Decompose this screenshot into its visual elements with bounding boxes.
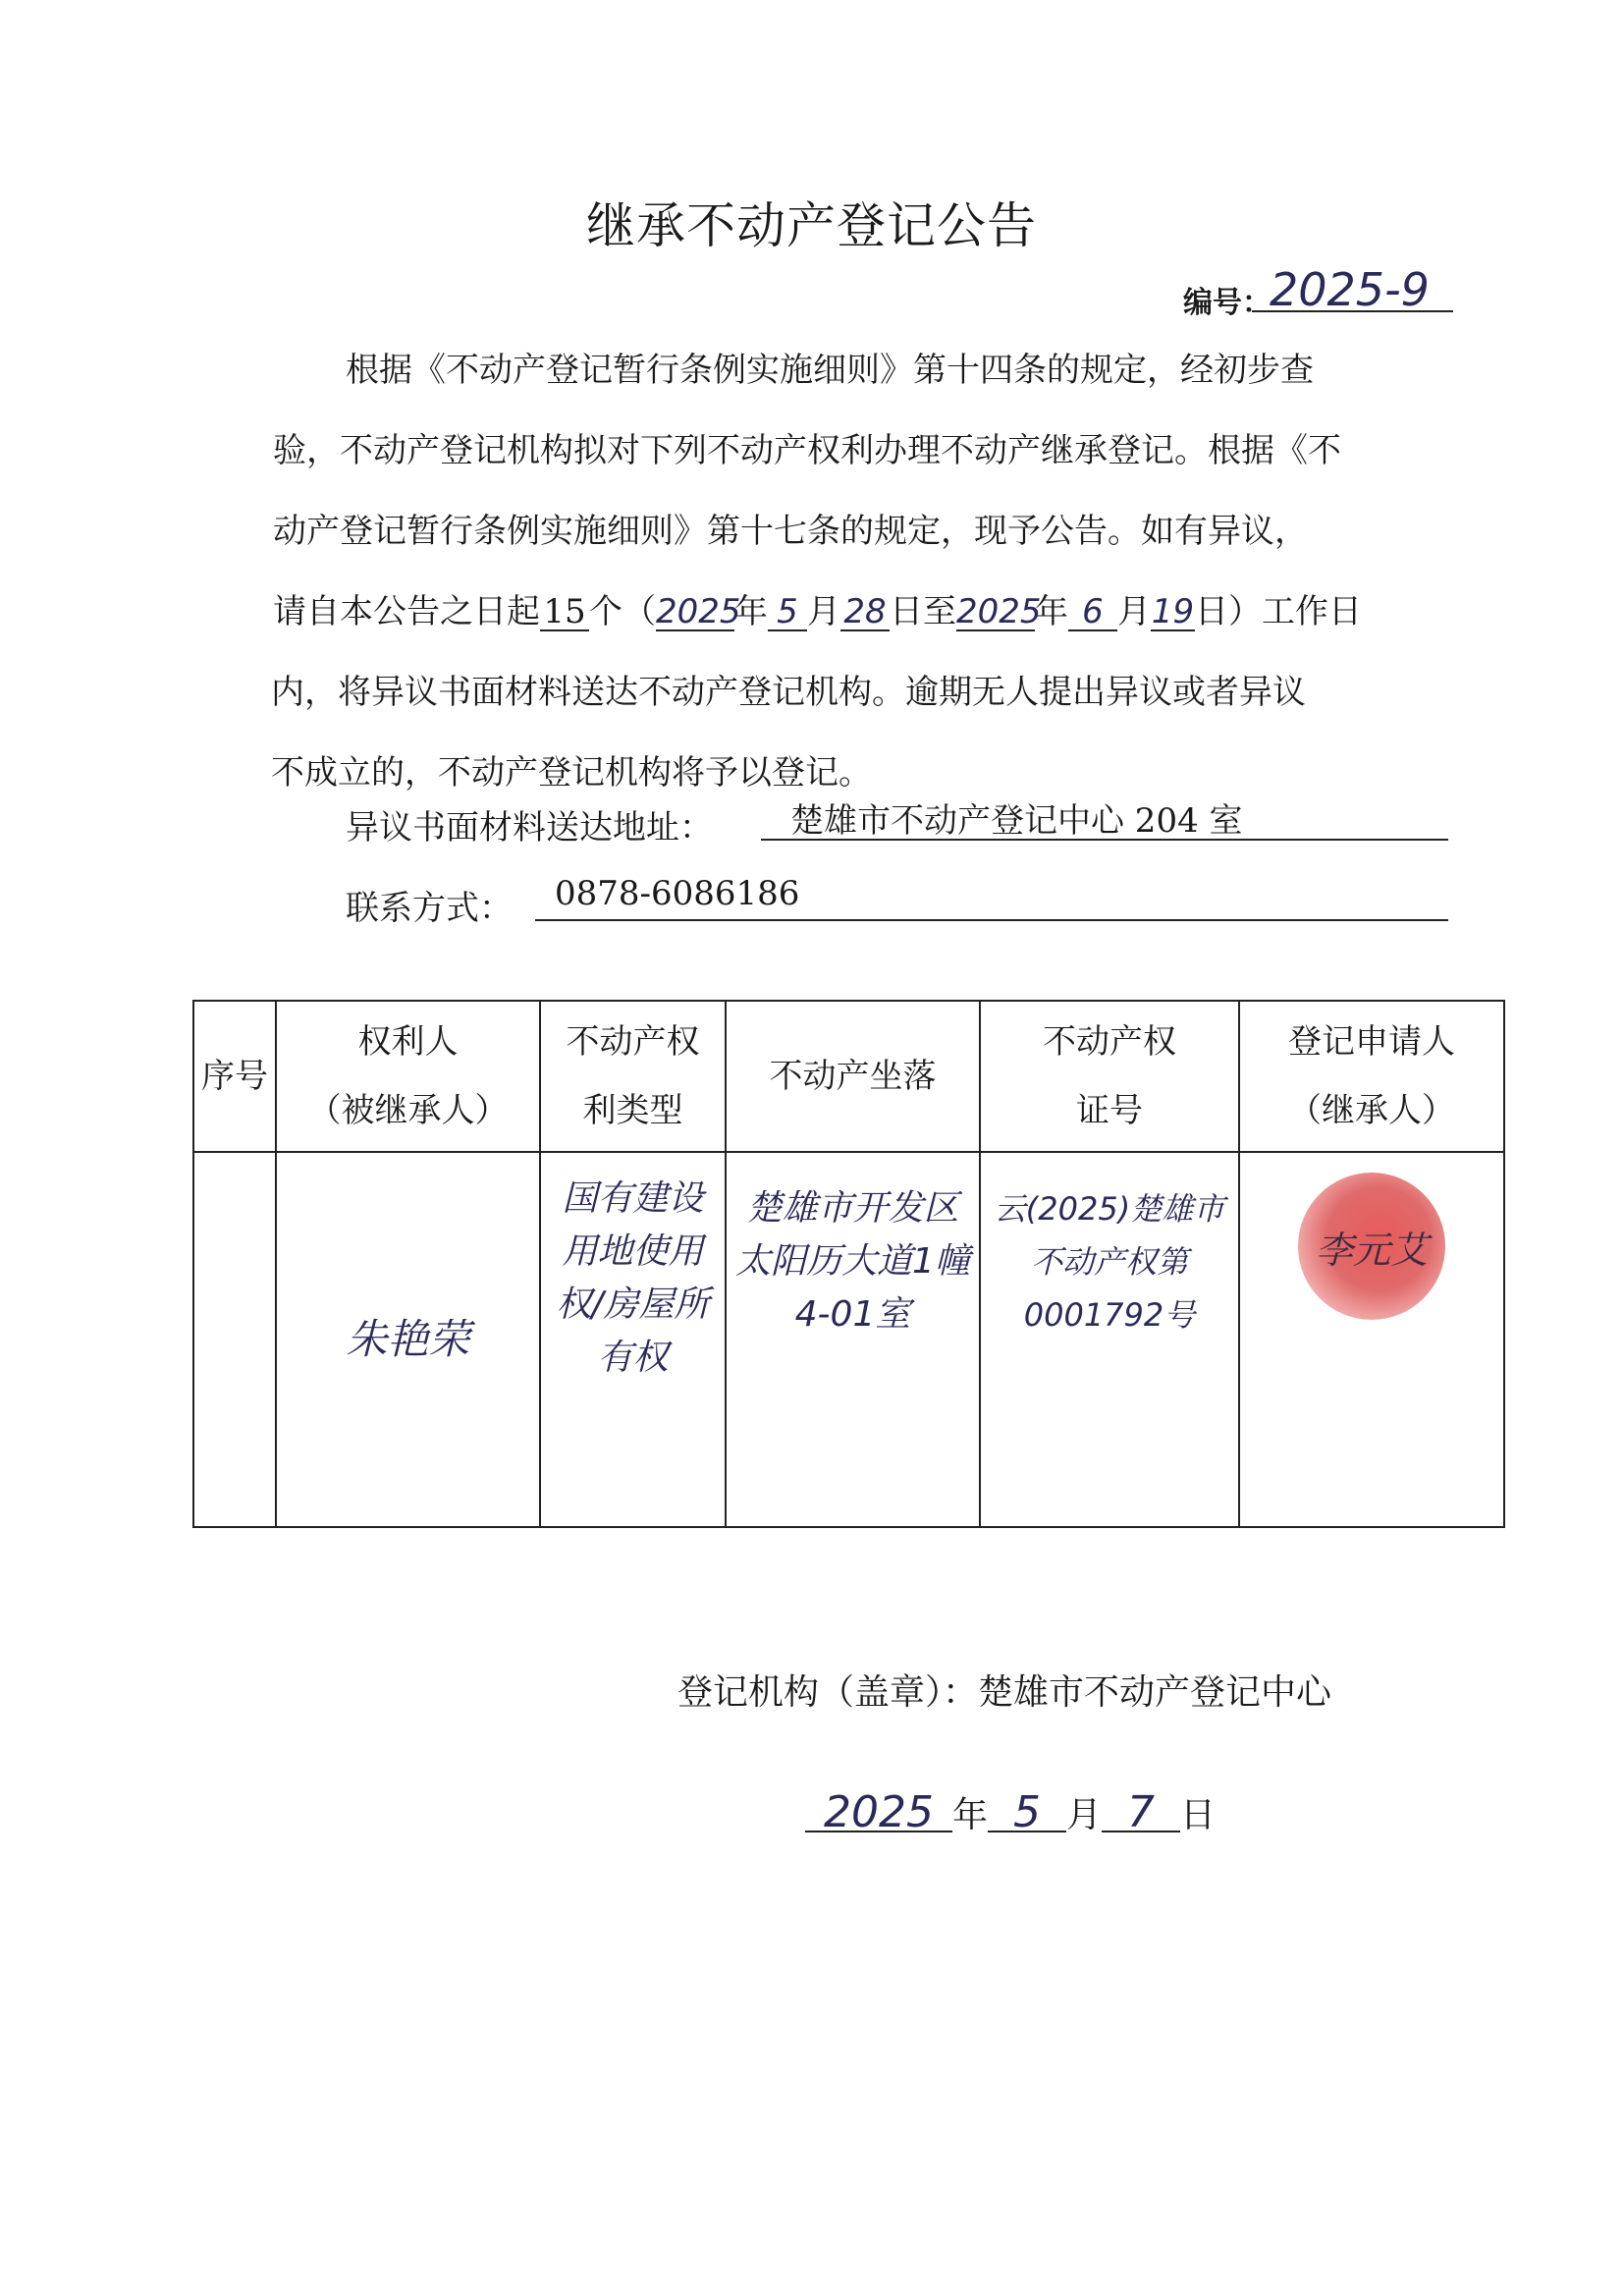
end-day: 19 xyxy=(1151,592,1195,631)
header-cert-line: 证号 xyxy=(1076,1091,1143,1130)
year-char: 年 xyxy=(734,592,768,631)
header-type-line: 不动产权 xyxy=(566,1022,700,1062)
header-right-type xyxy=(540,1001,726,1152)
table-header-row xyxy=(193,1001,1504,1152)
serial-label: 编号： xyxy=(1183,286,1271,320)
fingerprint-seal xyxy=(1298,1173,1445,1320)
notice-line: 内，将异议书面材料送达不动产登记机构。逾期无人提出异议或者异议 xyxy=(271,673,1306,712)
year-char: 年 xyxy=(1035,592,1068,631)
signing-date xyxy=(805,1787,1216,1837)
row-right-type: 国有建设用地使用权/房屋所有权 xyxy=(540,1152,726,1527)
row-applicant xyxy=(1239,1152,1504,1527)
address-value: 楚雄市不动产登记中心 204 室 xyxy=(761,793,1448,841)
table-row xyxy=(193,1152,1504,1527)
contact-value: 0878-6086186 xyxy=(535,874,1448,921)
day-char: 日 xyxy=(1180,1795,1217,1835)
row-holder: 朱艳荣 xyxy=(276,1152,540,1527)
registration-organ xyxy=(677,1665,1331,1715)
notice-line-period xyxy=(273,572,1362,652)
header-cert-line: 不动产权 xyxy=(1043,1022,1176,1062)
notice-line: 动产登记暂行条例实施细则》第十七条的规定，现予公告。如有异议， xyxy=(273,512,1308,551)
month-char: 月 xyxy=(1117,592,1151,631)
organ-label: 登记机构（盖章）： xyxy=(677,1672,979,1713)
month-char: 月 xyxy=(807,592,840,631)
period-end: 日）工作日 xyxy=(1195,592,1362,631)
header-type-line: 利类型 xyxy=(582,1091,683,1130)
header-applicant-line: （继承人） xyxy=(1288,1091,1455,1130)
contact-label: 联系方式： xyxy=(346,889,513,928)
page-title: 继承不动产登记公告 xyxy=(586,197,1037,254)
registration-table xyxy=(192,1000,1505,1528)
end-year: 2025 xyxy=(956,592,1042,631)
address-label: 异议书面材料送达地址： xyxy=(346,808,713,847)
header-applicant xyxy=(1239,1001,1504,1152)
date-day: 7 xyxy=(1102,1795,1180,1832)
date-month: 5 xyxy=(988,1795,1066,1832)
serial-number: 2025-9 xyxy=(1252,263,1453,312)
notice-line: 验，不动产登记机构拟对下列不动产权利办理不动产继承登记。根据《不 xyxy=(273,431,1341,470)
start-day: 28 xyxy=(840,594,890,631)
notice-line: 不成立的，不动产登记机构将予以登记。 xyxy=(271,753,872,793)
end-month: 6 xyxy=(1068,594,1117,631)
period-prefix: 请自本公告之日起 xyxy=(273,592,540,631)
month-char: 月 xyxy=(1066,1795,1103,1835)
period-days: 15 xyxy=(540,594,589,631)
header-location: 不动产坐落 xyxy=(726,1001,980,1152)
period-count-suffix: 个（ xyxy=(589,592,656,631)
header-certificate xyxy=(980,1001,1239,1152)
header-applicant-line: 登记申请人 xyxy=(1288,1022,1455,1062)
header-holder-line: （被继承人） xyxy=(307,1091,509,1130)
date-year: 2025 xyxy=(805,1795,952,1832)
organ-name: 楚雄市不动产登记中心 xyxy=(978,1672,1332,1713)
header-seq: 序号 xyxy=(193,1001,276,1152)
row-location: 楚雄市开发区太阳历大道1幢4-01室 xyxy=(726,1152,980,1527)
day-to: 日至 xyxy=(890,592,956,631)
year-char: 年 xyxy=(952,1795,989,1835)
row-certificate: 云(2025)楚雄市不动产权第0001792号 xyxy=(980,1152,1239,1527)
header-holder-line: 权利人 xyxy=(357,1022,459,1062)
row-seq xyxy=(193,1152,276,1527)
notice-line: 根据《不动产登记暂行条例实施细则》第十四条的规定，经初步查 xyxy=(346,351,1314,390)
header-holder xyxy=(276,1001,540,1152)
applicant-signature: 李元艾 xyxy=(1315,1229,1428,1272)
start-year: 2025 xyxy=(656,592,741,631)
start-month: 5 xyxy=(768,594,807,631)
